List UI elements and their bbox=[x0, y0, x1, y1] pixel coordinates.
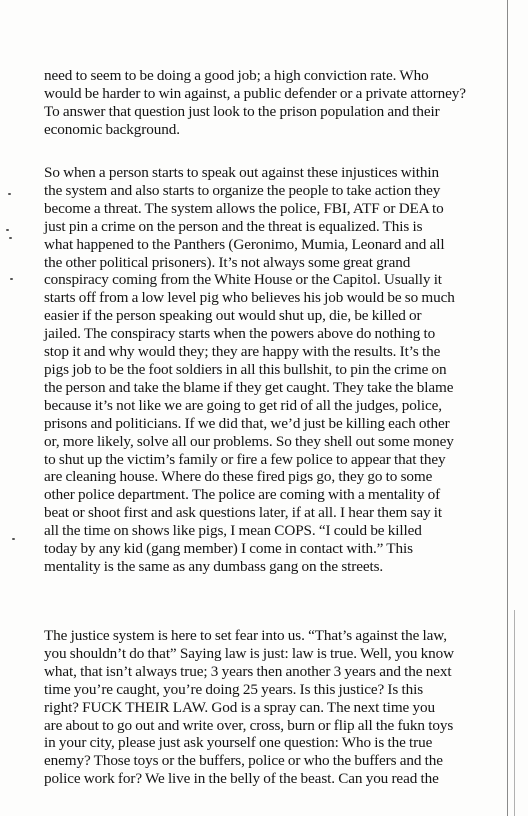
text-line: enemy? Those toys or the buffers, police or who the buffers and the bbox=[44, 752, 443, 770]
text-line: The justice system is here to set fear into us. “That’s against the law, bbox=[44, 627, 447, 644]
text-line: need to seem to be doing a good job; a high conviction rate. Who bbox=[44, 67, 429, 84]
text-line: the system and also starts to organize the people to take action they bbox=[44, 181, 441, 199]
text-line: are about to go out and write over, cross, burn or flip all the fukn toys bbox=[44, 716, 454, 734]
text-line: easier if the person speaking out would shut up, die, be killed or bbox=[44, 307, 422, 325]
scan-speck bbox=[6, 229, 9, 231]
text-line: pigs job to be the foot soldiers in all this bullshit, to pin the crime on bbox=[44, 360, 447, 378]
scan-speck bbox=[8, 193, 11, 195]
text-line: beat or shoot first and ask questions later, if at all. I hear them say it bbox=[44, 504, 443, 522]
text-line: because it’s not like we are going to get rid of all the judges, police, bbox=[44, 396, 442, 414]
text-line: police work for? We live in the belly of the beast. Can you read the bbox=[44, 770, 439, 788]
text-line: the person and take the blame if they get caught. They take the blame bbox=[44, 378, 454, 396]
text-line: other police department. The police are coming with a mentality of bbox=[44, 486, 441, 504]
text-line: all the time on shows like pigs, I mean COPS. “I could be killed bbox=[44, 522, 422, 540]
text-line: or, more likely, solve all our problems. So they shell out some money bbox=[44, 432, 454, 450]
text-line: jailed. The conspiracy starts when the powers above do nothing to bbox=[44, 325, 436, 343]
text-line: are cleaning house. Where do these fired pigs go, they go to some bbox=[44, 468, 433, 486]
text-line: starts off from a low level pig who believes his job would be so much bbox=[44, 289, 455, 307]
text-line: time you’re caught, you’re doing 25 years. Is this justice? Is this bbox=[44, 680, 424, 698]
paragraph-2 bbox=[44, 164, 476, 576]
scan-speck bbox=[10, 278, 13, 280]
text-line: To answer that question just look to the prison population and their bbox=[44, 102, 440, 120]
page-edge-line bbox=[514, 610, 515, 816]
text-line: So when a person starts to speak out against these injustices within bbox=[44, 164, 439, 181]
text-line: stop it and why would they; they are happy with the results. It’s the bbox=[44, 343, 441, 361]
text-line: what happened to the Panthers (Geronimo, Mumia, Leonard and all bbox=[44, 235, 445, 253]
text-line: would be harder to win against, a public defender or a private attorney? bbox=[44, 84, 466, 102]
text-line: the other political prisoners). It’s not always some great grand bbox=[44, 253, 411, 271]
text-line: right? FUCK THEIR LAW. God is a spray can. The next time you bbox=[44, 698, 435, 716]
text-line: conspiracy coming from the White House or the Capitol. Usually it bbox=[44, 271, 442, 289]
text-line: today by any kid (gang member) I come in contact with.” This bbox=[44, 540, 413, 558]
page-edge-line bbox=[507, 0, 508, 816]
text-line: to shut up the victim’s family or fire a few police to appear that they bbox=[44, 450, 446, 468]
text-line: economic background. bbox=[44, 120, 180, 138]
text-line: just pin a crime on the person and the threat is equalized. This is bbox=[44, 217, 423, 235]
text-line: mentality is the same as any dumbass gang on the streets. bbox=[44, 557, 384, 575]
text-line: become a threat. The system allows the police, FBI, ATF or DEA to bbox=[44, 199, 444, 217]
scan-speck bbox=[9, 237, 12, 239]
text-line: you shouldn’t do that” Saying law is just: law is true. Well, you know bbox=[44, 644, 454, 662]
paragraph-3 bbox=[44, 627, 476, 788]
text-line: what, that isn’t always true; 3 years then another 3 years and the next bbox=[44, 662, 452, 680]
text-line: prisons and politicians. If we did that, we’d just be killing each other bbox=[44, 414, 450, 432]
text-line: in your city, please just ask yourself one question: Who is the true bbox=[44, 734, 433, 752]
paragraph-1 bbox=[44, 67, 476, 139]
scan-speck bbox=[12, 538, 15, 540]
